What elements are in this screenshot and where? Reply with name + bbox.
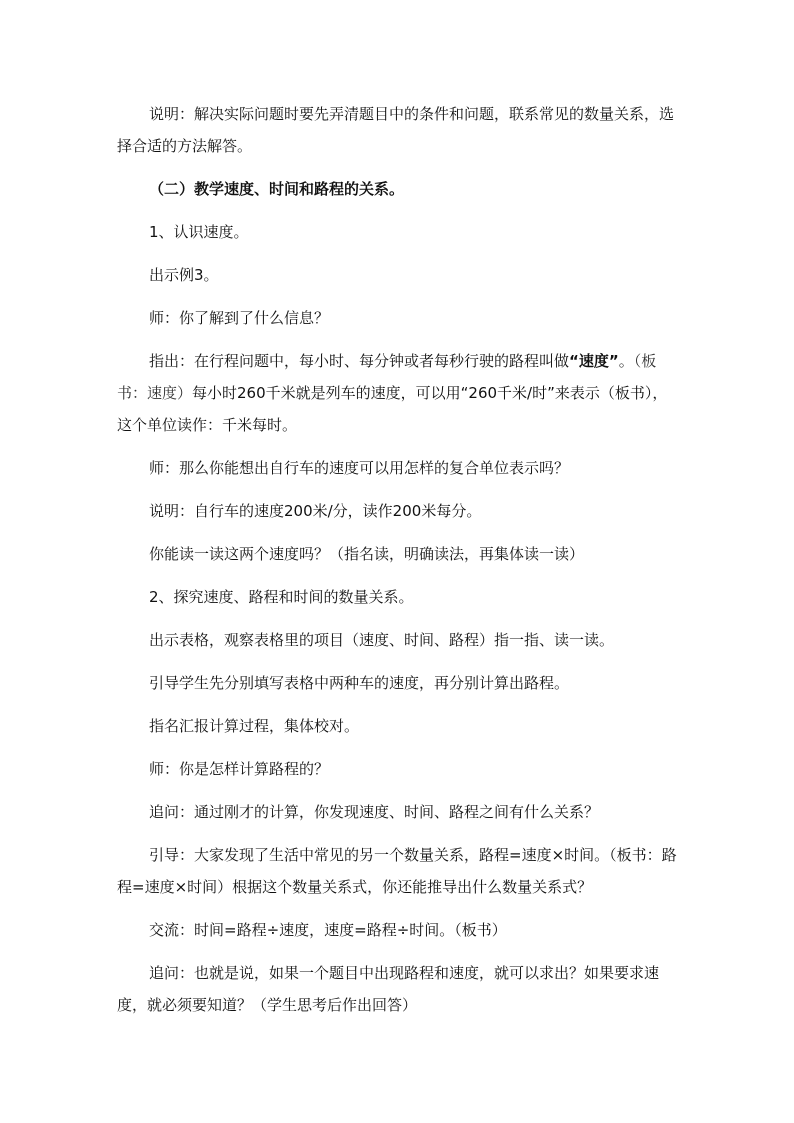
paragraph-bicycle-speed-reading: 说明：自行车的速度200米/分，读作200米每分。 [149, 502, 482, 520]
paragraph-show-table: 出示表格，观察表格里的项目（速度、时间、路程）指一指、读一读。 [149, 631, 615, 649]
paragraph-define-speed [117, 345, 677, 441]
subsection-heading-explore-relationship: 2、探究速度、路程和时间的数量关系。 [149, 588, 414, 606]
paragraph-final-follow-up-question: 追问：也就是说，如果一个题目中出现路程和速度，就可以求出？如果要求速度，就必须要知道？（学生思考后作出回答） [117, 964, 660, 1014]
paragraph-bicycle-speed-question: 师：那么你能想出自行车的速度可以用怎样的复合单位表示吗？ [149, 459, 570, 477]
subsection-heading-know-speed: 1、认识速度。 [149, 223, 249, 241]
speed-definition-before: 指出：在行程问题中，每小时、每分钟或者每秒行驶的路程叫做 [149, 352, 570, 370]
paragraph-note-solve-problems: 说明：解决实际问题时要先弄清题目中的条件和问题，联系常见的数量关系，选择合适的方法解答。 [117, 105, 675, 155]
speed-term-emphasis: “速度” [569, 352, 619, 370]
section-heading-speed-time-distance: （二）教学速度、时间和路程的关系。 [149, 180, 405, 198]
paragraph-teacher-question-info: 师：你了解到了什么信息？ [149, 309, 330, 327]
paragraph-show-example-3: 出示例3。 [149, 266, 219, 284]
paragraph-report-calculation: 指名汇报计算过程，集体校对。 [149, 717, 360, 735]
paragraph-guide-distance-formula: 引导：大家发现了生活中常见的另一个数量关系，路程=速度×时间。（板书：路程=速度×时间）根据这个数量关系式，你还能推导出什么数量关系式？ [117, 846, 677, 896]
paragraph-fill-table-speeds: 引导学生先分别填写表格中两种车的速度，再分别计算出路程。 [149, 674, 570, 692]
speed-definition-after: 每小时260千米就是列车的速度，可以用“260千米/时”来表示（板书），这个单位读作：千米每时。 [117, 384, 668, 434]
document-body [117, 98, 677, 1021]
paragraph-teacher-how-calculate-distance: 师：你是怎样计算路程的？ [149, 760, 330, 778]
paragraph-exchange-derived-formulas: 交流：时间=路程÷速度，速度=路程÷时间。（板书） [149, 921, 507, 939]
paragraph-read-two-speeds: 你能读一读这两个速度吗？（指名读，明确读法，再集体读一读） [149, 545, 585, 563]
paragraph-follow-up-relationship: 追问：通过刚才的计算，你发现速度、时间、路程之间有什么关系？ [149, 803, 600, 821]
speed-definition-punctuation: 。 [618, 352, 634, 370]
blackboard-note-speed: （板书：速度） [117, 352, 657, 402]
